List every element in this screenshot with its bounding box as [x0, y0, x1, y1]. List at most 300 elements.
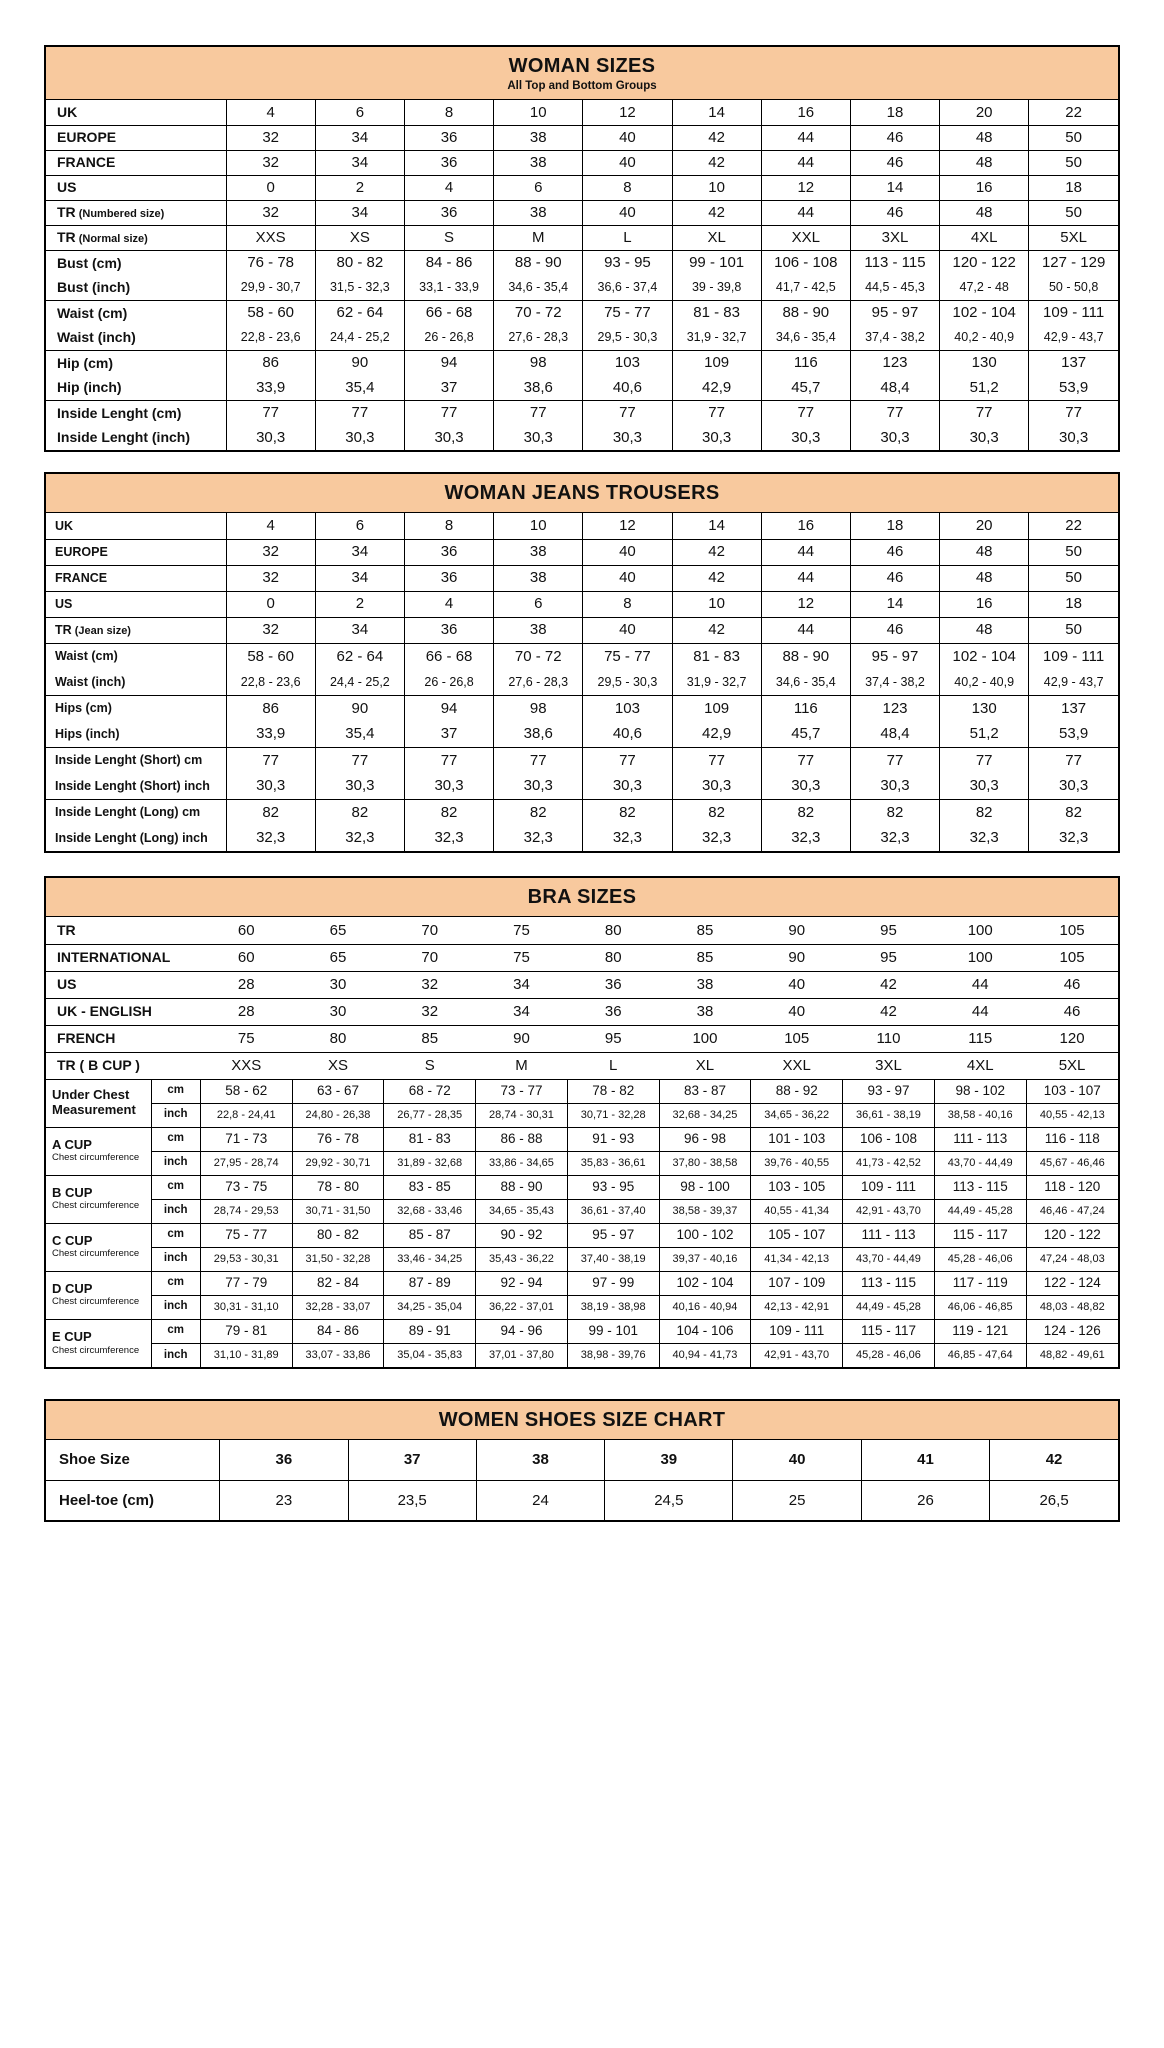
row-label — [46, 643, 226, 669]
value-cell: 40,2 - 40,9 — [940, 669, 1029, 695]
woman-jeans-title: WOMAN JEANS TROUSERS — [444, 482, 720, 504]
value-cell: 82 - 84 — [292, 1271, 384, 1295]
value-cell: 77 — [315, 400, 404, 425]
value-cell: 28 — [200, 998, 292, 1025]
value-cell: 109 - 111 — [751, 1319, 843, 1343]
table-row — [46, 200, 1118, 225]
value-cell: 48 — [940, 200, 1029, 225]
value-cell: 44 — [761, 125, 850, 150]
value-cell: 38 — [494, 125, 583, 150]
value-cell: 42,91 - 43,70 — [843, 1199, 935, 1223]
value-cell: 30,3 — [1029, 773, 1118, 799]
table-section — [46, 513, 1118, 851]
row-label — [46, 1271, 151, 1319]
value-cell: 90 — [315, 350, 404, 375]
value-cell: S — [404, 225, 493, 250]
row-label — [46, 250, 226, 275]
table-row — [46, 799, 1118, 825]
row-label-text: EUROPE — [55, 544, 108, 559]
row-label-text: TR — [55, 622, 72, 637]
value-cell: 100 - 102 — [659, 1223, 751, 1247]
value-cell: 110 — [843, 1025, 935, 1052]
value-cell: 42 — [672, 200, 761, 225]
value-cell: 62 - 64 — [315, 643, 404, 669]
row-label-text: FRANCE — [57, 154, 116, 171]
value-cell: 82 — [315, 799, 404, 825]
value-cell: 104 - 106 — [659, 1319, 751, 1343]
value-cell: 82 — [940, 799, 1029, 825]
value-cell: 38,98 - 39,76 — [567, 1343, 659, 1367]
value-cell: 68 - 72 — [384, 1079, 476, 1103]
row-label-text: Waist (inch) — [55, 674, 126, 689]
row-label — [46, 275, 226, 300]
value-cell: 102 - 104 — [940, 643, 1029, 669]
value-cell: 35,43 - 36,22 — [476, 1247, 568, 1271]
table-row — [46, 825, 1118, 851]
value-cell: 37,4 - 38,2 — [850, 669, 939, 695]
value-cell: 95 - 97 — [850, 643, 939, 669]
woman-sizes-table — [44, 45, 1120, 452]
value-cell: 34,6 - 35,4 — [494, 275, 583, 300]
value-cell: 70 — [421, 921, 439, 939]
value-cell: M — [494, 225, 583, 250]
row-label-text: E CUP — [52, 1329, 92, 1345]
value-cell: 29,92 - 30,71 — [292, 1151, 384, 1175]
row-sublabel-text: Chest circumference — [52, 1152, 140, 1164]
value-cell: 38,6 — [494, 721, 583, 747]
table-row — [46, 400, 1118, 425]
value-cell: 18 — [850, 513, 939, 539]
value-cell: 30 — [292, 998, 384, 1025]
value-cell: 80 — [567, 944, 659, 971]
value-cell: 137 — [1029, 350, 1118, 375]
value-cell: 44,5 - 45,3 — [850, 275, 939, 300]
value-cell: 90 - 92 — [476, 1223, 568, 1247]
value-cell: 88 - 90 — [761, 643, 850, 669]
value-cell: 77 — [583, 747, 672, 773]
value-cell: XXL — [761, 225, 850, 250]
value-cell: 48,03 - 48,82 — [1026, 1295, 1118, 1319]
value-cell: 34 — [315, 539, 404, 565]
row-label — [46, 225, 226, 250]
value-cell: 32,3 — [583, 825, 672, 851]
table-row — [46, 300, 1118, 325]
value-cell: 32,3 — [1029, 825, 1118, 851]
value-cell: 98 — [494, 695, 583, 721]
row-label — [46, 747, 226, 773]
value-cell: 36 — [567, 998, 659, 1025]
value-cell: 12 — [761, 591, 850, 617]
value-cell: 38,19 - 38,98 — [567, 1295, 659, 1319]
value-cell: 45,7 — [761, 375, 850, 400]
value-cell: L — [567, 1052, 659, 1079]
value-cell: 90 — [751, 944, 843, 971]
value-cell: 42 — [672, 539, 761, 565]
unit-cell: cm — [151, 1271, 200, 1295]
value-cell: 46 — [850, 539, 939, 565]
value-cell: 30 — [292, 971, 384, 998]
value-cell: 44 — [761, 565, 850, 591]
value-cell: 29,9 - 30,7 — [226, 275, 315, 300]
bra-sizes-table — [44, 876, 1120, 1369]
table-row — [46, 1223, 1118, 1247]
value-cell: 8 — [583, 175, 672, 200]
value-cell: 36 — [220, 1440, 348, 1480]
value-cell: 30,3 — [1029, 425, 1118, 450]
value-cell: 36 — [404, 125, 493, 150]
value-cell: 3XL — [850, 225, 939, 250]
value-cell: 51,2 — [940, 375, 1029, 400]
value-cell: 33,46 - 34,25 — [384, 1247, 476, 1271]
woman-jeans-grid — [46, 513, 1118, 851]
value-cell: 82 — [672, 799, 761, 825]
value-cell: 84 - 86 — [404, 250, 493, 275]
value-cell: 31,10 - 31,89 — [200, 1343, 292, 1367]
value-cell: 14 — [850, 591, 939, 617]
row-label — [46, 1127, 151, 1175]
value-cell: 90 — [315, 695, 404, 721]
value-cell: 30,3 — [494, 773, 583, 799]
value-cell: 85 - 87 — [384, 1223, 476, 1247]
value-cell: 48 — [940, 617, 1029, 643]
value-cell: 30,3 — [940, 425, 1029, 450]
value-cell: 42 — [843, 998, 935, 1025]
value-cell: 34,65 - 36,22 — [751, 1103, 843, 1127]
row-label-small: (Jean size) — [71, 624, 131, 637]
value-cell: 34 — [315, 617, 404, 643]
value-cell: 24,80 - 26,38 — [292, 1103, 384, 1127]
table-row — [46, 591, 1118, 617]
value-cell: 44,49 - 45,28 — [934, 1199, 1026, 1223]
value-cell: 82 — [761, 799, 850, 825]
row-label — [46, 695, 226, 721]
value-cell: 36,22 - 37,01 — [476, 1295, 568, 1319]
value-cell: 95 — [567, 1025, 659, 1052]
value-cell: 36 — [404, 200, 493, 225]
value-cell: 18 — [1029, 175, 1118, 200]
value-cell: 83 - 87 — [659, 1079, 751, 1103]
value-cell: 32,3 — [672, 825, 761, 851]
value-cell: 25 — [733, 1480, 861, 1520]
table-row — [46, 100, 1118, 125]
value-cell: 82 — [494, 799, 583, 825]
value-cell: 77 — [672, 400, 761, 425]
row-label-text: Inside Lenght (Short) inch — [55, 778, 210, 793]
row-label-text: Bust (cm) — [57, 254, 122, 271]
value-cell: 10 — [672, 591, 761, 617]
value-cell: 103 — [583, 350, 672, 375]
value-cell: 31,9 - 32,7 — [672, 669, 761, 695]
value-cell: 94 - 96 — [476, 1319, 568, 1343]
value-cell: 42,9 — [672, 375, 761, 400]
table-row — [46, 773, 1118, 799]
value-cell: 31,89 - 32,68 — [384, 1151, 476, 1175]
value-cell: 38 — [494, 617, 583, 643]
value-cell: 32,3 — [315, 825, 404, 851]
value-cell: 77 — [226, 400, 315, 425]
row-label-text: Shoe Size — [59, 1451, 130, 1469]
value-cell: 124 - 126 — [1026, 1319, 1118, 1343]
value-cell: 39,76 - 40,55 — [751, 1151, 843, 1175]
value-cell: 29,5 - 30,3 — [583, 325, 672, 350]
value-cell: 36 — [404, 565, 493, 591]
value-cell: 39 — [605, 1440, 733, 1480]
value-cell: 28,74 - 29,53 — [200, 1199, 292, 1223]
table-row — [46, 1052, 1118, 1079]
value-cell: 31,50 - 32,28 — [292, 1247, 384, 1271]
value-cell: 109 — [672, 695, 761, 721]
value-cell: 32,3 — [940, 825, 1029, 851]
value-cell: 30,3 — [850, 773, 939, 799]
value-cell: 34,25 - 35,04 — [384, 1295, 476, 1319]
value-cell: 42,13 - 42,91 — [751, 1295, 843, 1319]
value-cell: 60 — [237, 921, 255, 939]
table-row — [46, 1151, 1118, 1175]
value-cell: 88 - 90 — [761, 300, 850, 325]
value-cell: 40,2 - 40,9 — [940, 325, 1029, 350]
row-label — [46, 1319, 151, 1367]
row-label — [46, 125, 226, 150]
value-cell: 32 — [384, 998, 476, 1025]
row-label-text: TR — [57, 204, 76, 221]
value-cell: 46 — [1026, 998, 1118, 1025]
value-cell: 75 - 77 — [583, 300, 672, 325]
value-cell: 82 — [404, 799, 493, 825]
value-cell: 80 - 82 — [292, 1223, 384, 1247]
value-cell: 95 — [843, 944, 935, 971]
value-cell: 22,8 - 23,6 — [226, 325, 315, 350]
value-cell: 50 — [1029, 150, 1118, 175]
value-cell: 38 — [659, 971, 751, 998]
table-row — [46, 250, 1118, 275]
row-label-text: Hip (inch) — [57, 379, 122, 396]
value-cell: 48,82 - 49,61 — [1026, 1343, 1118, 1367]
value-cell: 30,3 — [315, 773, 404, 799]
value-cell: XS — [315, 225, 404, 250]
value-cell: 14 — [850, 175, 939, 200]
table-row — [46, 617, 1118, 643]
value-cell: 34,6 - 35,4 — [761, 325, 850, 350]
value-cell: XXS — [200, 1052, 292, 1079]
value-cell: 27,95 - 28,74 — [200, 1151, 292, 1175]
value-cell: 83 - 85 — [384, 1175, 476, 1199]
row-label-text: Hips (cm) — [55, 701, 112, 716]
value-cell: 30,71 - 32,28 — [567, 1103, 659, 1127]
value-cell: 6 — [494, 591, 583, 617]
value-cell: 38,6 — [494, 375, 583, 400]
value-cell: 77 - 79 — [200, 1271, 292, 1295]
value-cell: 42,91 - 43,70 — [751, 1343, 843, 1367]
value-cell: 38 — [476, 1440, 604, 1480]
value-cell: 38 — [494, 200, 583, 225]
row-label — [46, 971, 200, 998]
row-label — [46, 1223, 151, 1271]
value-cell: 8 — [404, 100, 493, 125]
value-cell: 22,8 - 24,41 — [200, 1103, 292, 1127]
value-cell: 137 — [1029, 695, 1118, 721]
value-cell: 122 - 124 — [1026, 1271, 1118, 1295]
value-cell: 77 — [494, 400, 583, 425]
row-label — [46, 591, 226, 617]
value-cell: 48 — [940, 125, 1029, 150]
value-cell: 26,77 - 28,35 — [384, 1103, 476, 1127]
value-cell: 119 - 121 — [934, 1319, 1026, 1343]
value-cell: 115 — [934, 1025, 1026, 1052]
value-cell: 50 — [1029, 539, 1118, 565]
row-label — [46, 1440, 220, 1480]
value-cell: 82 — [583, 799, 672, 825]
value-cell: 58 - 62 — [200, 1079, 292, 1103]
value-cell: 30,3 — [404, 425, 493, 450]
value-cell: 34,65 - 35,43 — [476, 1199, 568, 1223]
row-label — [46, 325, 226, 350]
row-label — [46, 565, 226, 591]
value-cell: 32 — [226, 125, 315, 150]
row-label-text: Heel-toe (cm) — [59, 1491, 155, 1509]
value-cell: 34 — [476, 998, 568, 1025]
value-cell: 10 — [494, 100, 583, 125]
table-row — [46, 971, 1118, 998]
women-shoes-title: WOMEN SHOES SIZE CHART — [438, 1409, 726, 1431]
bra-sizes-header — [46, 878, 1118, 917]
table-row — [46, 1025, 1118, 1052]
value-cell: 43,70 - 44,49 — [934, 1151, 1026, 1175]
value-cell: 33,1 - 33,9 — [404, 275, 493, 300]
value-cell: 48 — [940, 539, 1029, 565]
value-cell: 75 - 77 — [583, 643, 672, 669]
value-cell: 34 — [315, 125, 404, 150]
value-cell: 86 — [226, 350, 315, 375]
value-cell: 123 — [850, 695, 939, 721]
value-cell: 40 — [751, 998, 843, 1025]
row-label — [46, 300, 226, 325]
value-cell: 109 - 111 — [843, 1175, 935, 1199]
value-cell: 50 — [1029, 125, 1118, 150]
row-label-text: UK — [57, 104, 78, 121]
woman-sizes-subtitle: All Top and Bottom Groups — [507, 80, 657, 92]
value-cell: 34 — [315, 200, 404, 225]
value-cell: 29,5 - 30,3 — [583, 669, 672, 695]
unit-cell: inch — [151, 1247, 200, 1271]
table-row — [46, 539, 1118, 565]
value-cell: 4 — [404, 591, 493, 617]
value-cell: 109 - 111 — [1029, 643, 1118, 669]
value-cell: 4 — [404, 175, 493, 200]
value-cell: 2 — [315, 175, 404, 200]
value-cell: 32,68 - 33,46 — [384, 1199, 476, 1223]
row-label-text: TR ( B CUP ) — [57, 1057, 140, 1074]
value-cell: 40,16 - 40,94 — [659, 1295, 751, 1319]
value-cell: 116 - 118 — [1026, 1127, 1118, 1151]
value-cell: 91 - 93 — [567, 1127, 659, 1151]
table-row — [46, 944, 1118, 971]
value-cell: 42,9 - 43,7 — [1029, 325, 1118, 350]
value-cell: 2 — [315, 591, 404, 617]
value-cell: 73 - 77 — [476, 1079, 568, 1103]
value-cell: 58 - 60 — [226, 643, 315, 669]
value-cell: 30,71 - 31,50 — [292, 1199, 384, 1223]
unit-cell: inch — [151, 1103, 200, 1127]
row-label — [46, 1025, 200, 1052]
row-label-text: Under Chest Measurement — [52, 1087, 136, 1117]
row-label-text: A CUP — [52, 1136, 92, 1152]
value-cell: 79 - 81 — [200, 1319, 292, 1343]
row-label-small: (Normal size) — [75, 233, 148, 246]
value-cell: 22,8 - 23,6 — [226, 669, 315, 695]
value-cell: 37 — [404, 721, 493, 747]
value-cell: 38 — [494, 150, 583, 175]
value-cell: 3XL — [843, 1052, 935, 1079]
value-cell: 88 - 90 — [494, 250, 583, 275]
row-label — [46, 799, 226, 825]
value-cell: 71 - 73 — [200, 1127, 292, 1151]
row-label — [46, 773, 226, 799]
row-label — [46, 150, 226, 175]
row-label — [46, 350, 226, 375]
value-cell: 105 — [751, 1025, 843, 1052]
value-cell: 32,3 — [226, 825, 315, 851]
value-cell: 10 — [494, 513, 583, 539]
value-cell: 85 — [696, 921, 714, 939]
value-cell: 41,7 - 42,5 — [761, 275, 850, 300]
value-cell: 86 — [226, 695, 315, 721]
value-cell: 96 - 98 — [659, 1127, 751, 1151]
value-cell: 130 — [940, 350, 1029, 375]
value-cell: 40 — [751, 971, 843, 998]
row-label-text: Waist (cm) — [55, 649, 118, 664]
unit-cell: cm — [151, 1223, 200, 1247]
value-cell: 95 - 97 — [567, 1223, 659, 1247]
value-cell: 24,4 - 25,2 — [315, 669, 404, 695]
value-cell: 42,9 - 43,7 — [1029, 669, 1118, 695]
value-cell: 77 — [494, 747, 583, 773]
unit-cell: inch — [151, 1199, 200, 1223]
row-label — [46, 617, 226, 643]
value-cell: 39,37 - 40,16 — [659, 1247, 751, 1271]
row-label-text: EUROPE — [57, 129, 117, 146]
value-cell: 6 — [315, 100, 404, 125]
value-cell: XS — [292, 1052, 384, 1079]
row-label-text: Inside Lenght (Short) cm — [55, 753, 203, 768]
row-label-text: FRENCH — [57, 1030, 116, 1047]
bra-sizes-title: BRA SIZES — [527, 886, 637, 908]
value-cell: 106 - 108 — [761, 250, 850, 275]
value-cell: 85 — [384, 1025, 476, 1052]
value-cell: 4XL — [934, 1052, 1026, 1079]
unit-cell: cm — [151, 1319, 200, 1343]
value-cell: 43,70 - 44,49 — [843, 1247, 935, 1271]
value-cell: 88 - 90 — [476, 1175, 568, 1199]
value-cell: 50 — [1029, 200, 1118, 225]
value-cell: 77 — [850, 400, 939, 425]
unit-cell: cm — [151, 1127, 200, 1151]
value-cell: 16 — [940, 175, 1029, 200]
value-cell: 109 — [672, 350, 761, 375]
row-label — [46, 100, 226, 125]
value-cell: 4XL — [940, 225, 1029, 250]
row-label-text: US — [55, 596, 73, 611]
value-cell: 33,86 - 34,65 — [476, 1151, 568, 1175]
value-cell: 103 — [583, 695, 672, 721]
value-cell: 35,04 - 35,83 — [384, 1343, 476, 1367]
value-cell: 32,3 — [761, 825, 850, 851]
value-cell: 24,4 - 25,2 — [315, 325, 404, 350]
value-cell: 0 — [226, 175, 315, 200]
value-cell: 42 — [672, 565, 761, 591]
value-cell: 31,9 - 32,7 — [672, 325, 761, 350]
table-row — [46, 275, 1118, 300]
value-cell: 86 - 88 — [476, 1127, 568, 1151]
